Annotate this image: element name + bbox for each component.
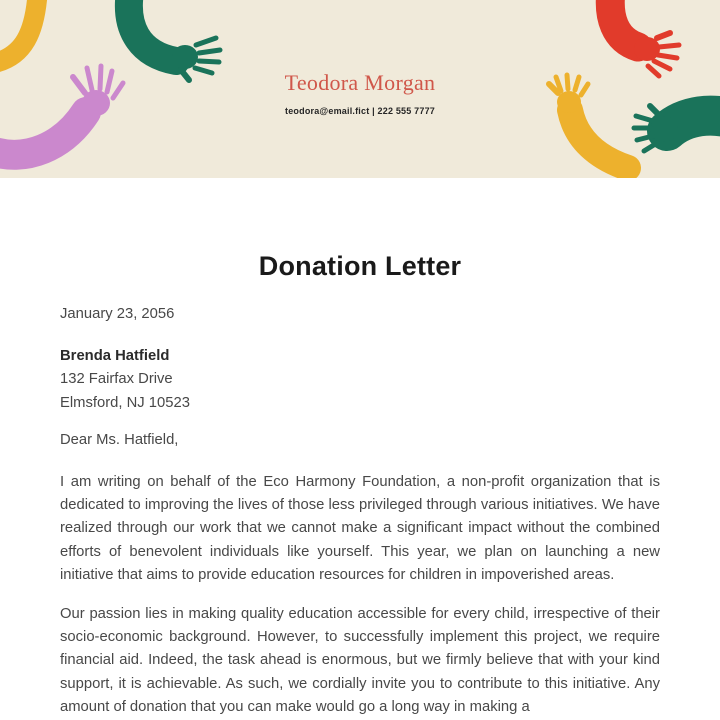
recipient-block bbox=[60, 345, 660, 415]
letterhead-text bbox=[0, 70, 720, 116]
letter-date: January 23, 2056 bbox=[60, 306, 175, 322]
recipient-address-line1: 132 Fairfax Drive bbox=[60, 371, 173, 388]
green-hand-top-left-icon bbox=[129, 0, 220, 80]
sender-name: Teodora Morgan bbox=[284, 70, 436, 95]
recipient-name: Brenda Hatfield bbox=[60, 348, 170, 365]
red-hand-top-right-icon bbox=[610, 0, 679, 76]
letter-title: Donation Letter bbox=[258, 251, 462, 281]
letter-body bbox=[0, 251, 720, 719]
yellow-arm-top-left-icon bbox=[0, 0, 38, 64]
letterhead-banner bbox=[0, 0, 720, 178]
paragraph-1: I am writing on behalf of the Eco Harmony Foundation, a non-profit organization that is dedicated to improving the lives of those less privileged through various initiatives. We have realized through our work that we cannot make a significant impact without the combined efforts of benevolent individuals like yourself. This year, we plan on launching a new initiative that aims to provide education resources for children in impoverished areas. bbox=[60, 474, 660, 583]
salutation: Dear Ms. Hatfield, bbox=[60, 431, 179, 448]
recipient-address-line2: Elmsford, NJ 10523 bbox=[60, 394, 190, 411]
paragraph-2: Our passion lies in making quality education accessible for every child, irrespective of their socio-economic background. However, to successfully implement this project, we require financial aid. Indeed, the task ahead is enormous, but we firmly believe that with your kind support, it is achievable. As such, we cordially invite you to contribute to this initiative. Any amount of donation that you can make would go a long way in making a bbox=[60, 606, 660, 715]
sender-contact: teodora@email.fict | 222 555 7777 bbox=[285, 106, 435, 116]
